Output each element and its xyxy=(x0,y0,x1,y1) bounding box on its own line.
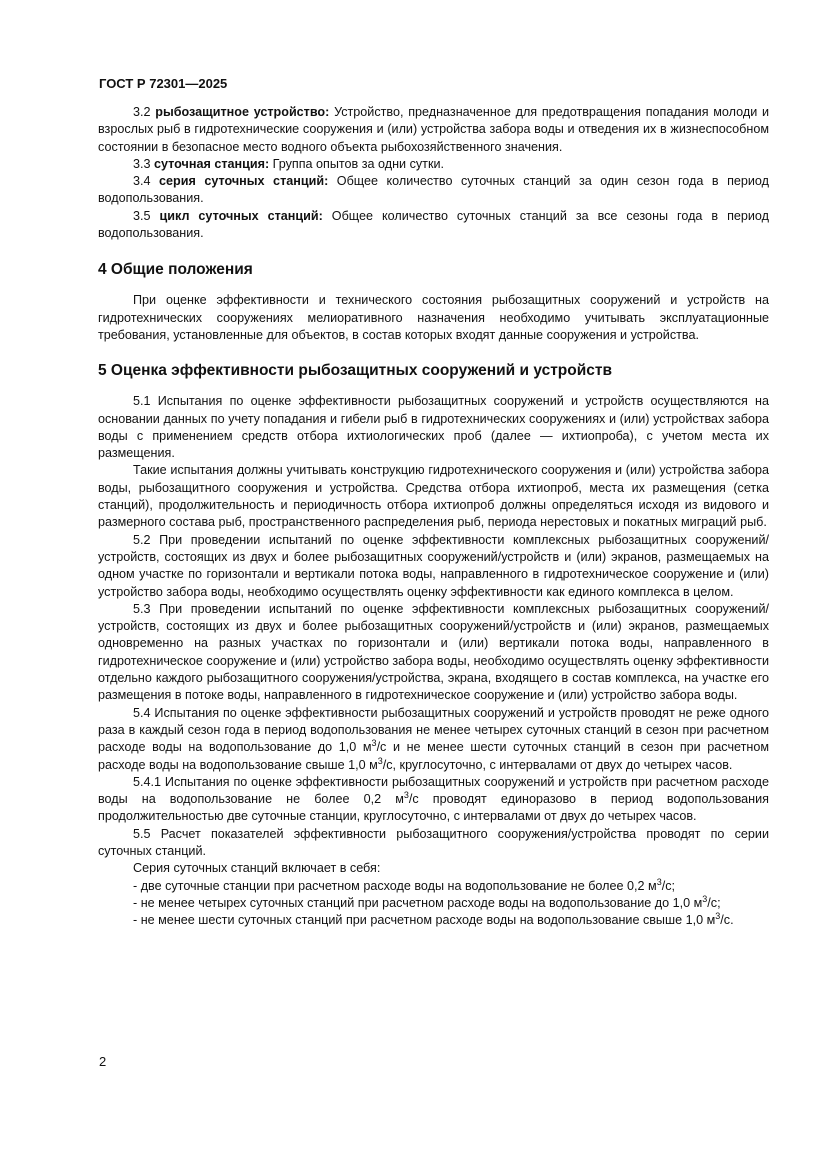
superscript: 3 xyxy=(371,738,377,749)
clause-5-5: 5.5 Расчет показателей эффективности рыбозащитного сооружения/устройства проводят по серии суточных станций. xyxy=(98,826,769,858)
text-run: - не менее шести суточных станций при расчетном расходе воды на водопользование свыше 1,0 м xyxy=(133,913,716,928)
term: рыбозащитное устройство: xyxy=(155,105,330,119)
clause-5-1: 5.1 Испытания по оценке эффективности рыбозащитных сооружений и устройств осуществляются на основании данных по учету попадания и гибели рыб в гидротехнических сооружениях и (или) устройствах забора воды с применением средств отбора ихтиологических проб (далее — ихтиопроба), с учетом места их размещения. xyxy=(98,394,769,461)
superscript: 3 xyxy=(702,893,708,904)
text-run: /с; xyxy=(707,895,721,910)
definition-text: Общее количество суточных станций за один сезон года в период водопользования. xyxy=(98,174,770,206)
definition-text: Устройство, предназначенное для предотвращения попадания молоди и взрослых рыб в гидротехнические сооружения и (или) устройства забора воды и отведения их в жизнеспособном состоянии в безопасное место водного объекта рыбохозяйственного значения. xyxy=(98,105,770,154)
clause-number: 3.3 xyxy=(133,156,151,171)
text-run: 5.4.1 Испытания по оценке эффективности рыбозащитных сооружений и устройств при расчетном расходе воды на водопользование не более 0,2 м xyxy=(98,774,769,807)
clause-number: 3.4 xyxy=(133,174,151,189)
clause-5-5-intro: Серия суточных станций включает в себя: xyxy=(133,861,381,876)
superscript: 3 xyxy=(403,790,409,801)
text-run: - две суточные станции при расчетном расходе воды на водопользование не более 0,2 м xyxy=(133,878,657,893)
document-body xyxy=(98,104,769,929)
text-run: /с проводят единоразово в период водопользования продолжительностью две суточные станции, круглосуточно, с интервалами от двух до четырех часов. xyxy=(98,792,769,824)
definition-text: Группа опытов за одни сутки. xyxy=(272,156,444,171)
clause-number: 3.5 xyxy=(133,208,151,223)
clause-5-4 xyxy=(98,705,769,774)
term: суточная станция: xyxy=(154,156,270,171)
term: цикл суточных станций: xyxy=(159,208,323,223)
clause-5-1-continued: Такие испытания должны учитывать конструкцию гидротехнического сооружения и (или) устройства забора воды, рыбозащитного сооружения и устройства. Средства отбора ихтиопроб, места их размещения (сетка станций), продолжительность и периодичность отбора ихтиопроб должны определяться исходя из видового и размерного состава рыб, пространственного распределения рыб, периода нерестовых и покатных миграций рыб. xyxy=(98,463,769,530)
text-run: /с и не менее шести суточных станций в сезон при расчетном расходе воды на водопользование свыше 1,0 м xyxy=(98,740,769,772)
superscript: 3 xyxy=(715,911,721,922)
definition-3-2 xyxy=(98,104,769,156)
clause-5-2: 5.2 При проведении испытаний по оценке эффективности комплексных рыбозащитных сооружений/устройств, состоящих из двух и более рыбозащитных сооружений/устройств и (или) экранов, размещаемых на одном участке по горизонтали и вертикали потока воды, направленного в гидротехническое сооружение и (или) устройство забора воды, необходимо осуществлять оценку эффективности как единого комплекса в целом. xyxy=(98,532,769,599)
list-item xyxy=(98,895,769,912)
text-run: 5.4 Испытания по оценке эффективности рыбозащитных сооружений и устройств проводят не реже одного раза в каждый сезон года в период водопользования не менее четырех суточных станций в сезон при расчетном расходе воды на водопользование до 1,0 м xyxy=(98,705,769,755)
superscript: 3 xyxy=(656,876,662,887)
section-5-heading: 5 Оценка эффективности рыбозащитных сооружений и устройств xyxy=(98,362,612,380)
definition-3-5 xyxy=(98,208,769,243)
text-run: /с. xyxy=(720,913,734,928)
clause-5-4-1 xyxy=(98,774,769,826)
list-item xyxy=(98,878,769,895)
list-item xyxy=(98,912,769,929)
text-run: - не менее четырех суточных станций при расчетном расходе воды на водопользование до 1,0 м xyxy=(133,895,703,910)
section-4-paragraph: При оценке эффективности и технического состояния рыбозащитных сооружений и устройств на гидротехнических сооружениях мелиоративного назначения необходимо учитывать эксплуатационные требования, установленные для объектов, в состав которых входят данные сооружения и устройства. xyxy=(98,293,769,342)
clause-5-3: 5.3 При проведении испытаний по оценке эффективности комплексных рыбозащитных сооружений/устройств, состоящих из двух и более рыбозащитных сооружений/устройств и (или) экранов, размещаемых одновременно на разных участках по горизонтали и (или) вертикали потока воды, направленного в гидротехническое сооружение и (или) устройство забора воды, необходимо осуществлять оценку эффективности отдельно каждого рыбозащитного сооружения/устройства, экрана, входящего в состав комплекса, на участке его размещения в потоке воды, направленного в гидротехническое сооружение и (или) устройство забора воды. xyxy=(98,601,769,703)
term: серия суточных станций: xyxy=(159,174,329,189)
section-4-heading: 4 Общие положения xyxy=(98,261,253,279)
document-header: ГОСТ Р 72301—2025 xyxy=(99,76,228,91)
definition-3-3 xyxy=(98,156,769,173)
text-run: /с; xyxy=(661,878,675,893)
definition-text: Общее количество суточных станций за все сезоны года в период водопользования. xyxy=(98,208,770,241)
text-run: /с, круглосуточно, с интервалами от двух до четырех часов. xyxy=(382,757,733,772)
page-number: 2 xyxy=(99,1054,107,1069)
definition-3-4 xyxy=(98,173,769,208)
superscript: 3 xyxy=(377,755,383,766)
clause-number: 3.2 xyxy=(133,105,151,119)
